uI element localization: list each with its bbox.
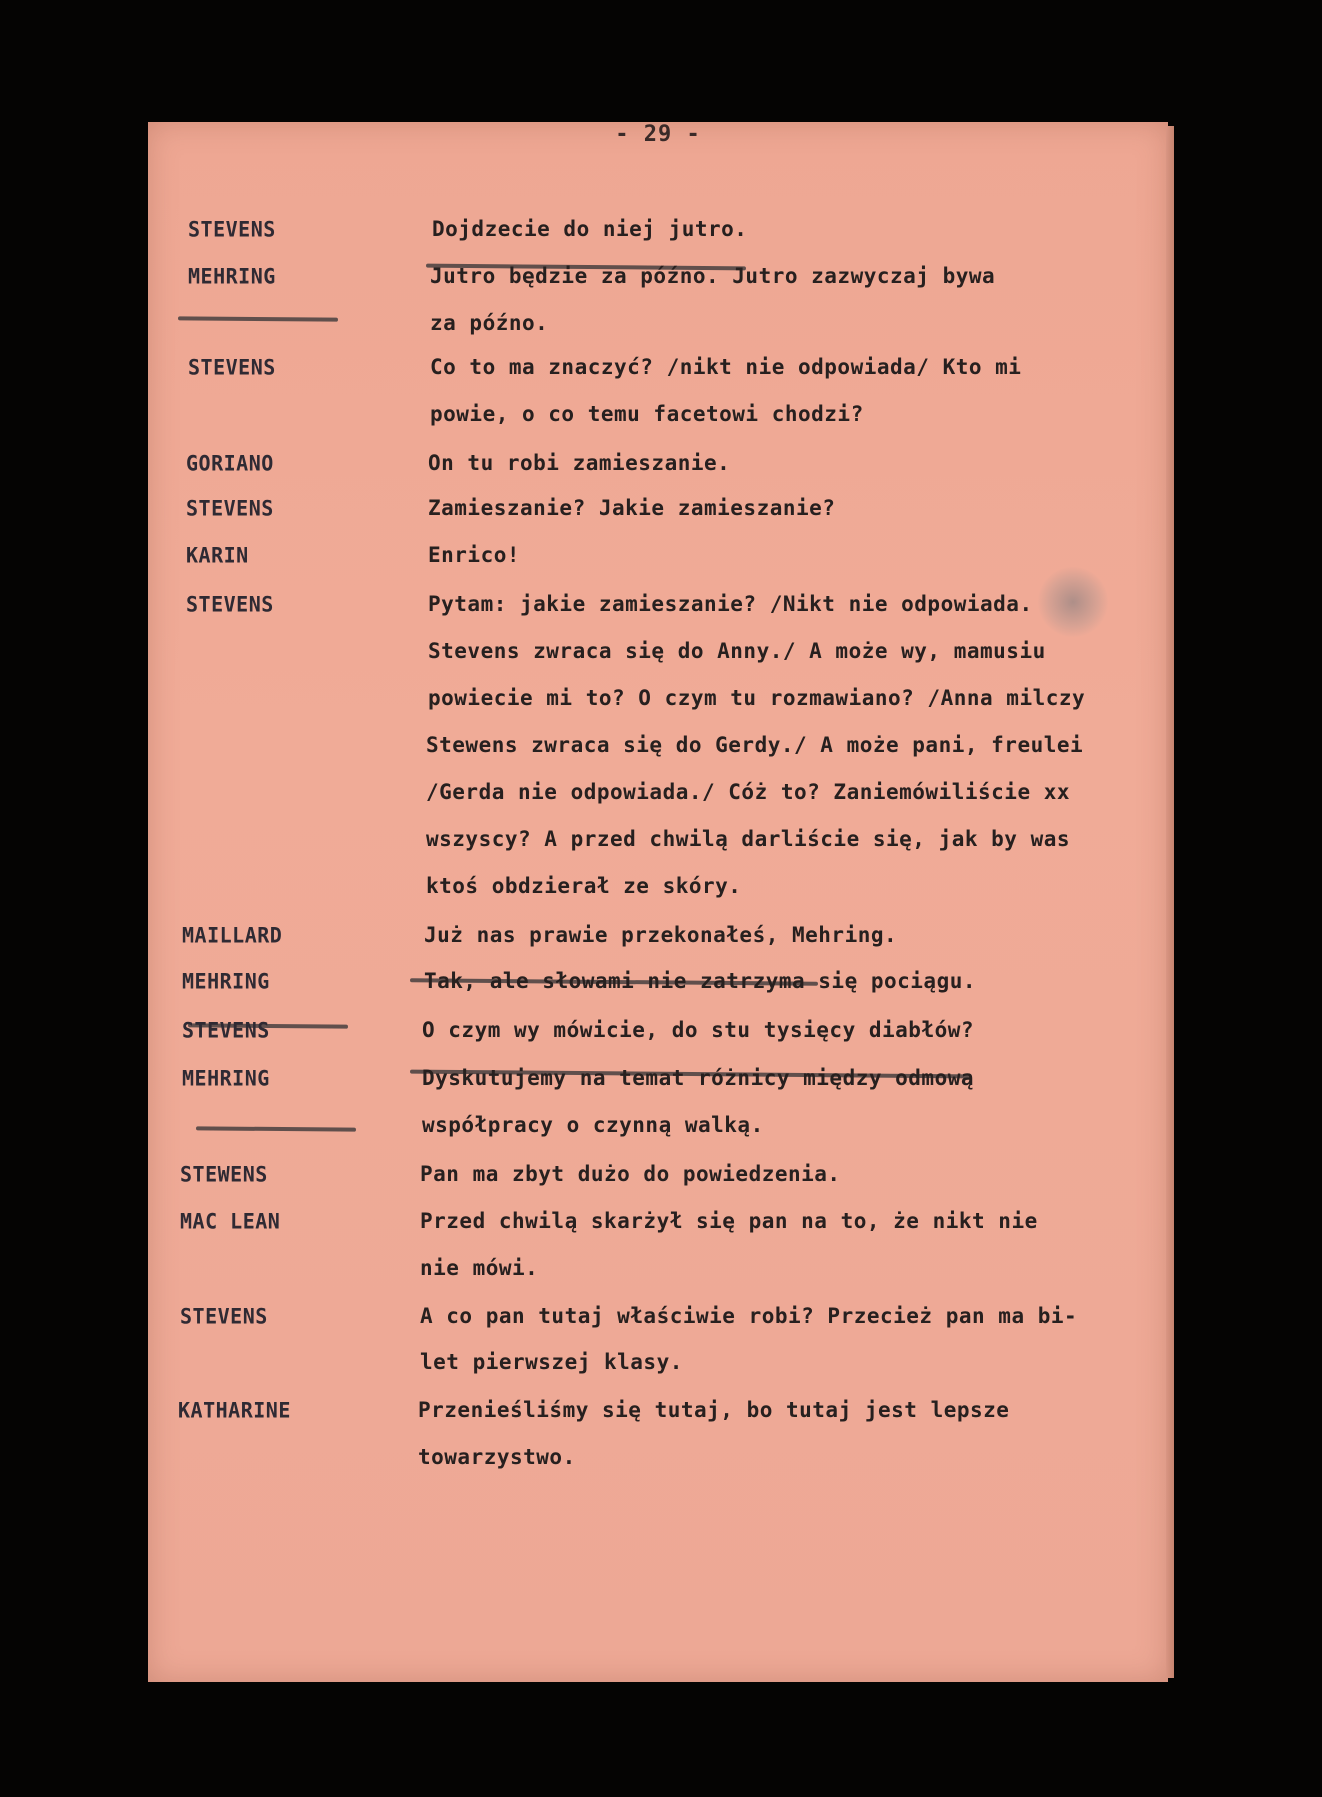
dialogue-line: [148, 874, 1168, 922]
dialogue-line: [148, 355, 1168, 403]
dialogue-line: [148, 1162, 1168, 1210]
dialogue-line: [148, 1209, 1168, 1257]
speech-text: nie mówi.: [420, 1256, 539, 1280]
speech-text: Tak, ale słowami nie zatrzyma się pociągu.: [424, 969, 977, 993]
speaker-name: STEVENS: [186, 591, 274, 617]
speech-text: Stewens zwraca się do Gerdy./ A może pani, freulei: [426, 733, 1084, 757]
dialogue-line: [148, 217, 1168, 265]
speech-text: Dojdzecie do niej jutro.: [432, 217, 748, 241]
speaker-name: MAILLARD: [182, 922, 283, 948]
speaker-name: MEHRING: [188, 263, 276, 289]
dialogue-line: [148, 264, 1168, 312]
dialogue-line: [148, 311, 1168, 359]
dialogue-line: [148, 496, 1168, 544]
page-number: - 29 -: [615, 122, 701, 147]
speech-text: ktoś obdzierał ze skóry.: [426, 874, 742, 898]
speaker-name: STEVENS: [188, 354, 276, 380]
dialogue-line: [148, 827, 1168, 875]
speech-text: Przed chwilą skarżył się pan na to, że nikt nie: [420, 1209, 1038, 1233]
dialogue-line: [148, 451, 1168, 499]
speech-text: Stevens zwraca się do Anny./ A może wy, mamusiu: [428, 639, 1046, 663]
dialogue-line: [148, 780, 1168, 828]
speaker-name: GORIANO: [186, 450, 274, 476]
speech-text: O czym wy mówicie, do stu tysięcy diabłów?: [422, 1018, 975, 1042]
speech-text: Pan ma zbyt dużo do powiedzenia.: [420, 1162, 841, 1186]
speech-text: A co pan tutaj właściwie robi? Przecież pan ma bi-: [420, 1304, 1078, 1328]
dialogue-line: [148, 543, 1168, 591]
dialogue-line: [148, 1066, 1168, 1114]
speech-text: współpracy o czynną walką.: [422, 1113, 764, 1137]
speaker-name: MAC LEAN: [180, 1208, 281, 1234]
speech-text: towarzystwo.: [418, 1445, 576, 1469]
speech-text: let pierwszej klasy.: [420, 1350, 683, 1374]
speaker-name: STEVENS: [180, 1303, 268, 1329]
speaker-name: KARIN: [186, 542, 249, 568]
dialogue-line: [148, 686, 1168, 734]
dialogue-line: [148, 969, 1168, 1017]
dialogue-line: [148, 1398, 1168, 1446]
speech-text: Pytam: jakie zamieszanie? /Nikt nie odpowiada.: [428, 592, 1033, 616]
speech-text: Jutro będzie za późno. Jutro zazwyczaj bywa: [430, 264, 996, 288]
dialogue-line: [148, 1113, 1168, 1161]
speaker-name: STEVENS: [188, 216, 276, 242]
speech-text: wszyscy? A przed chwilą darliście się, jak by was: [426, 827, 1071, 851]
speaker-name: STEWENS: [180, 1161, 268, 1187]
dialogue-line: [148, 402, 1168, 450]
speaker-name: STEVENS: [182, 1017, 270, 1043]
speaker-name: MEHRING: [182, 1065, 270, 1091]
speech-text: Enrico!: [428, 543, 521, 567]
speech-text: powiecie mi to? O czym tu rozmawiano? /Anna milczy: [428, 686, 1086, 710]
dialogue-line: [148, 1304, 1168, 1352]
dialogue-line: [148, 592, 1168, 640]
dialogue-line: [148, 639, 1168, 687]
speaker-name: MEHRING: [182, 968, 270, 994]
speech-text: Co to ma znaczyć? /nikt nie odpowiada/ Kto mi: [430, 355, 1022, 379]
dialogue-line: [148, 923, 1168, 971]
speech-text: Dyskutujemy na temat różnicy między odmową: [422, 1066, 975, 1090]
dialogue-line: [148, 1350, 1168, 1398]
speech-text: Już nas prawie przekonałeś, Mehring.: [424, 923, 898, 947]
speech-text: powie, o co temu facetowi chodzi?: [430, 402, 864, 426]
speech-text: On tu robi zamieszanie.: [428, 451, 731, 475]
speech-text: /Gerda nie odpowiada./ Cóż to? Zaniemówiliście xx: [426, 780, 1071, 804]
speech-text: za późno.: [430, 311, 549, 335]
dialogue-line: [148, 1256, 1168, 1304]
dialogue-line: [148, 1445, 1168, 1493]
typescript-page: [148, 122, 1168, 1682]
dialogue-line: [148, 733, 1168, 781]
speech-text: Zamieszanie? Jakie zamieszanie?: [428, 496, 836, 520]
speech-text: Przenieśliśmy się tutaj, bo tutaj jest lepsze: [418, 1398, 1010, 1422]
dialogue-line: [148, 1018, 1168, 1066]
page-edge: [1166, 126, 1174, 1678]
speaker-name: STEVENS: [186, 495, 274, 521]
speaker-name: KATHARINE: [178, 1397, 291, 1423]
